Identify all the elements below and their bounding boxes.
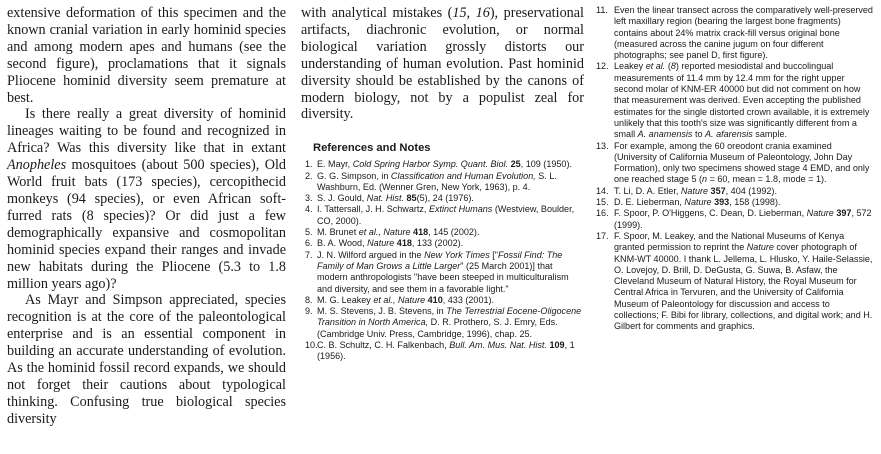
- reference-item: 13. For example, among the 60 oreodont crania examined (University of California Museum of Paleontology, John Day Formation), only two specimens showed stage 4 EMD, and only one reached stage 5 (n = 60, mean = 1.8, mode = 1).: [596, 140, 870, 185]
- reference-item: 10. C. B. Schultz, C. H. Falkenbach, Bull. Am. Mus. Nat. Hist. 109, 1 (1956).: [305, 340, 575, 362]
- reference-item: 4. I. Tattersall, J. H. Schwartz, Extinct Humans (Westview, Boulder, CO, 2000).: [305, 204, 575, 226]
- paragraph: extensive deformation of this specimen and the known cranial variation in early hominid species and among modern apes and humans (see the second figure), proclamations that it signals Pliocene hominid diversity seem premature at best.: [7, 5, 286, 106]
- reference-item: 14. T. Li, D. A. Etler, Nature 357, 404 (1992).: [596, 185, 777, 196]
- article-column-2: [301, 5, 584, 363]
- reference-item: 16. F. Spoor, P. O'Higgens, C. Dean, D. Lieberman, Nature 397, 572 (1999).: [596, 208, 872, 230]
- reference-item: 6. B. A. Wood, Nature 418, 133 (2002).: [305, 238, 464, 249]
- reference-item: 7. J. N. Wilford argued in the New York Times ["Fossil Find: The Family of Man Grows a Little Larger" (25 March 2001)] that modern anthropologists "have been steeped in multiculturalism and diversity, and see them in a favorable light.": [305, 249, 569, 294]
- reference-item: 15. D. E. Lieberman, Nature 393, 158 (1998).: [596, 197, 781, 208]
- reference-item: 3. S. J. Gould, Nat. Hist. 85(5), 24 (1976).: [305, 193, 474, 204]
- reference-item: 9. M. S. Stevens, J. B. Stevens, in The Terrestrial Eocene-Oligocene Transition in North America, D. R. Prothero, S. J. Emry, Eds. (Cambridge Univ. Press, Cambridge, 1996), chap. 25.: [305, 306, 582, 339]
- paragraph: with analytical mistakes (15, 16), preservational artifacts, diachronic evolution, or normal biological variation grossly distorts our understanding of human evolution. Past hominid diversity should be established by the canons of modern biology, not by a populist zeal for diversity.: [301, 5, 584, 123]
- article-column-1: [7, 5, 286, 428]
- notes-column-3: [596, 5, 876, 333]
- paragraph: Is there really a great diversity of hominid lineages waiting to be found and recognized in Africa? Was this diversity like that in extant Anopheles mosquitoes (about 500 species), Old World fruit bats (173 species), cercopithecid monkeys (94 species), or even African soft-furred rats (8 species)? Or did just a few demographically expansive and cosmopolitan hominid species expand their ranges and invade new habitats during the Pliocene (5.3 to 1.8 million years ago)?: [7, 106, 286, 292]
- reference-item: 12. Leakey et al. (8) reported mesiodistal and buccolingual measurements of 11.4 mm by 12.4 mm for the right upper second molar of KNM-ER 40000 but did not comment on how that measurement was derived. Even accepting the published estimates for the single distorted crown available, it is extremely unlikely that this tooth's size was significantly different from a small A. anamensis to A. afarensis sample.: [596, 61, 870, 140]
- reference-item: 1. E. Mayr, Cold Spring Harbor Symp. Quant. Biol. 25, 109 (1950).: [305, 159, 572, 170]
- reference-item: 11. Even the linear transect across the comparatively well-preserved left maxillary region (bearing the largest bone fragments) contains about 24% matrix crack-fill versus original bone (measured across the canine jugum on four different photographs; see panel D, first figure).: [596, 5, 873, 61]
- paragraph: As Mayr and Simpson appreciated, species recognition is at the core of the paleontological enterprise and is an essential component in building an accurate understanding of evolution. As the hominid fossil record expands, we should not forget their cautions about typological thinking. Confusing true biological species diversity: [7, 292, 286, 427]
- references-list: [301, 159, 584, 362]
- references-list: [596, 5, 876, 333]
- reference-item: 8. M. G. Leakey et al., Nature 410, 433 (2001).: [305, 294, 495, 305]
- reference-item: 5. M. Brunet et al., Nature 418, 145 (2002).: [305, 227, 480, 238]
- reference-item: 17. F. Spoor, M. Leakey, and the National Museums of Kenya granted permission to reprint the Nature cover photograph of KNM-WT 40000. I thank L. Jellema, L. Hlusko, Y. Haile-Selassie, O. Lovejoy, D. Brill, D. DeGusta, G. Suwa, B. Asfaw, the Cleveland Museum of Natural History, the Royal Museum for Central Africa in Tervuren, and the University of California Museum of Paleontology for discussion and access to collections; F. Bibi for library, collections, and digital work; and H. Gilbert for comments and graphics.: [596, 230, 873, 332]
- reference-item: 2. G. G. Simpson, in Classification and Human Evolution, S. L. Washburn, Ed. (Wenner Gren, New York, 1963), p. 4.: [305, 170, 557, 192]
- references-heading: References and Notes: [313, 142, 431, 155]
